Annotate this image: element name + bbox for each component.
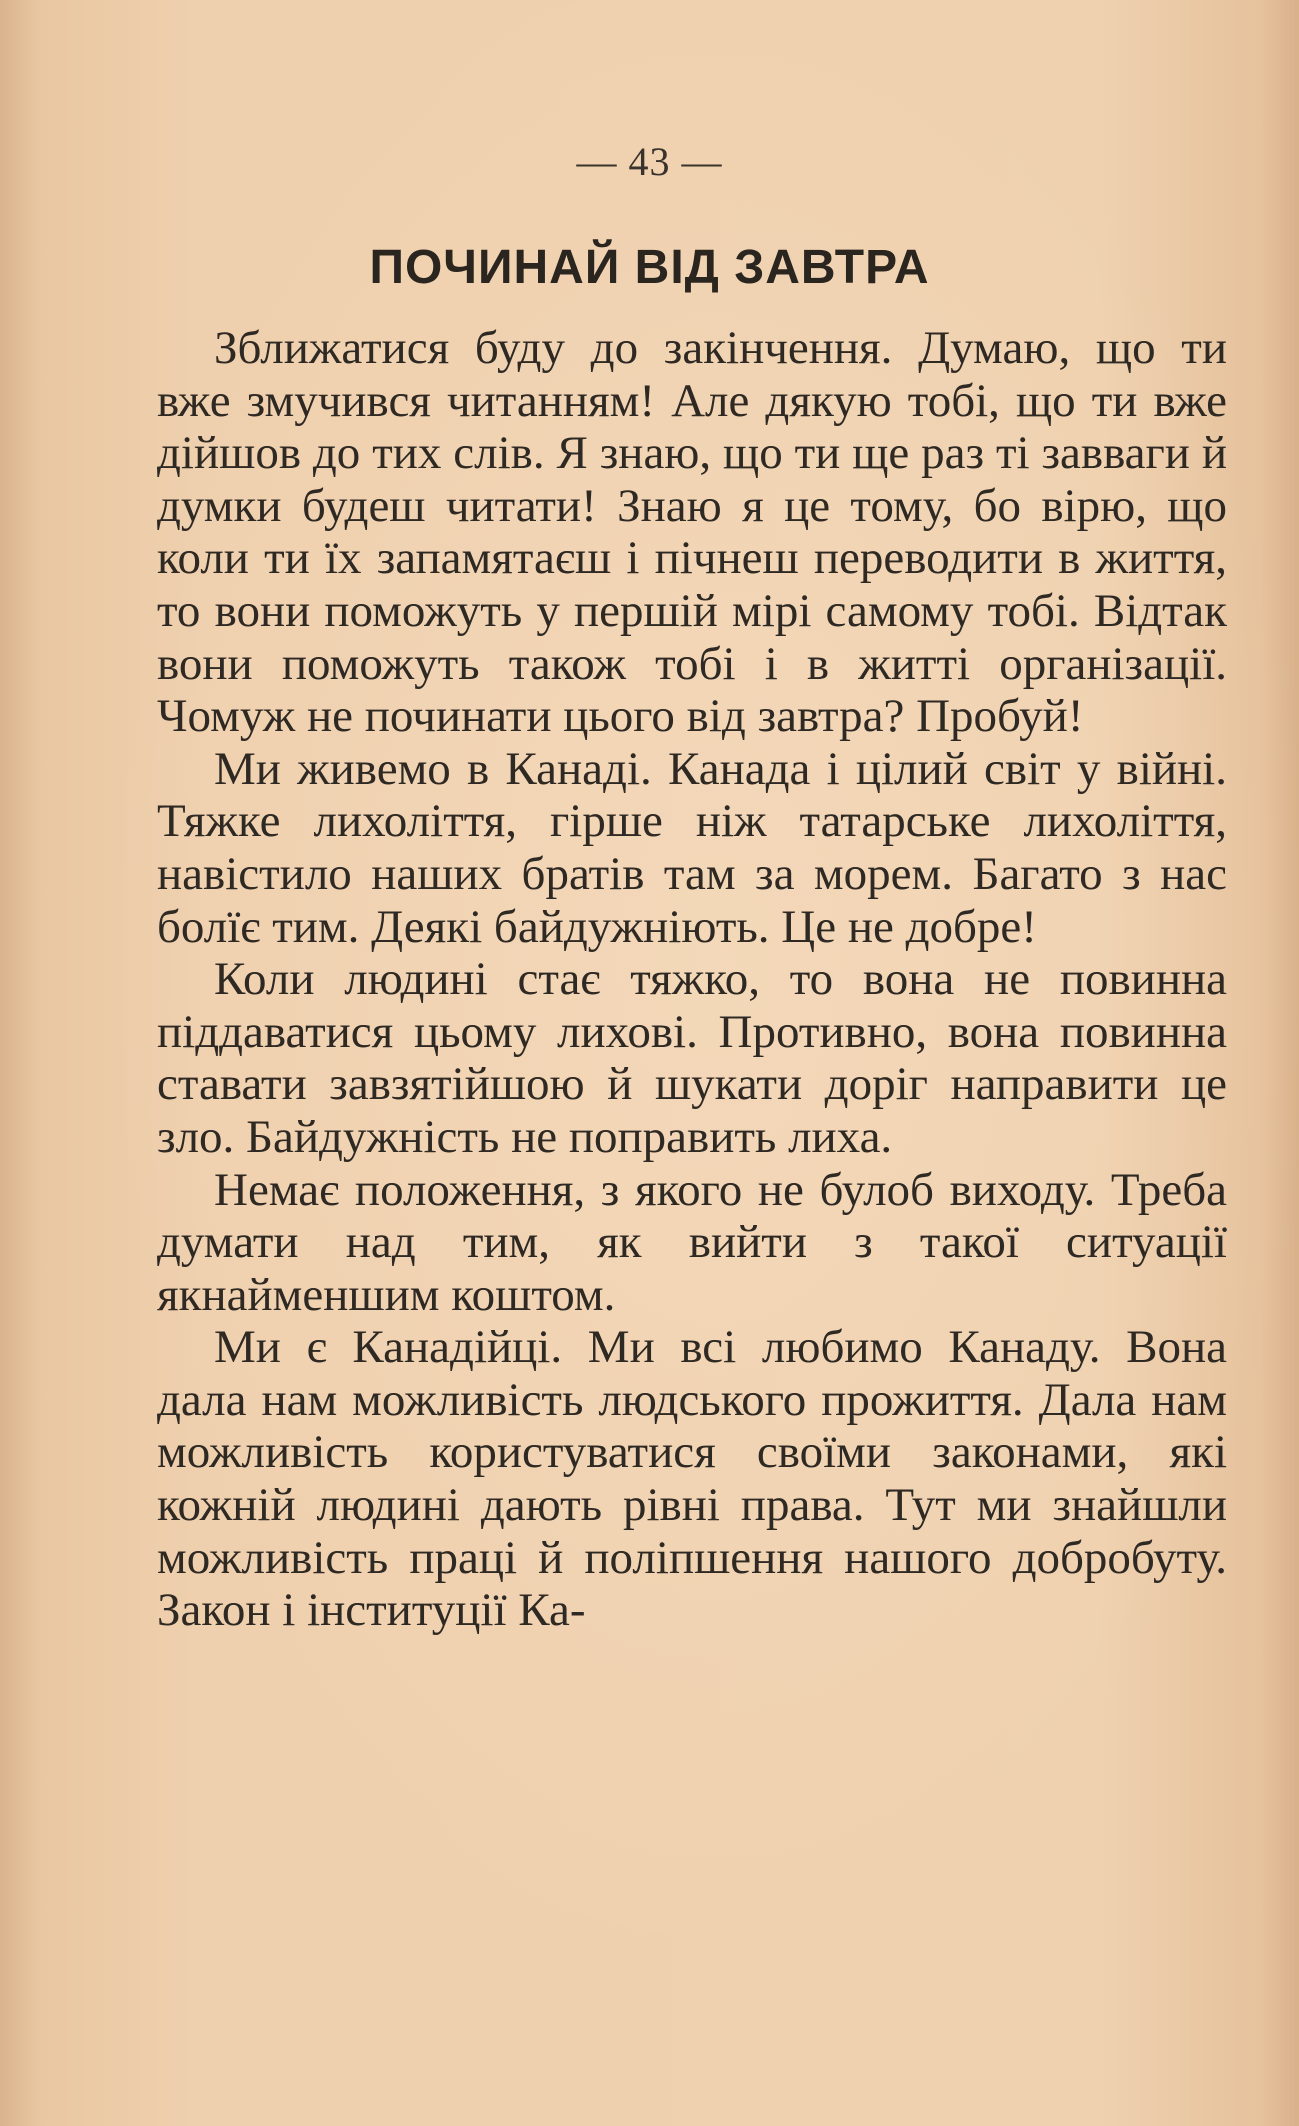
paragraph: Немає положення, з якого не булоб виходу. Треба думати над тим, як вийти з такої ситуації якнайменшим коштом. xyxy=(157,1163,1227,1321)
page-number: — 43 — xyxy=(576,139,723,184)
body-text xyxy=(157,322,1227,1637)
paragraph: Ми живемо в Канаді. Канада і цілий світ у війні. Тяжке лихоліття, гірше ніж татарське лихоліття, навістило наших братів там за морем. Багато з нас болїє тим. Деякі байдужніють. Це не добре! xyxy=(157,742,1227,953)
paragraph: Зближатися буду до закінчення. Думаю, що ти вже змучився читанням! Але дякую тобі, що ти вже дійшов до тих слів. Я знаю, що ти ще раз ті завваги й думки будеш читати! Знаю я це тому, бо вірю, що коли ти їх запамятаєш і пічнеш переводити в життя, то вони поможуть у першій мірі самому тобі. Відтак вони поможуть також тобі і в житті організації. Чомуж не починати цього від завтра? Пробуй! xyxy=(157,322,1227,743)
chapter-title: ПОЧИНАЙ ВІД ЗАВТРА xyxy=(369,241,930,294)
paragraph: Ми є Канадійці. Ми всі любимо Канаду. Вона дала нам можливість людського прожиття. Дала нам можливість користуватися своїми законами, які кожній людині дають рівні права. Тут ми знайшли можливість праці й поліпшення нашого добробуту. Закон і інституції Ка- xyxy=(157,1321,1227,1637)
paragraph: Коли людині стає тяжко, то вона не повинна піддаватися цьому лихові. Противно, вона повинна ставати завзятійшою й шукати доріг направити це зло. Байдужність не поправить лиха. xyxy=(157,953,1227,1163)
